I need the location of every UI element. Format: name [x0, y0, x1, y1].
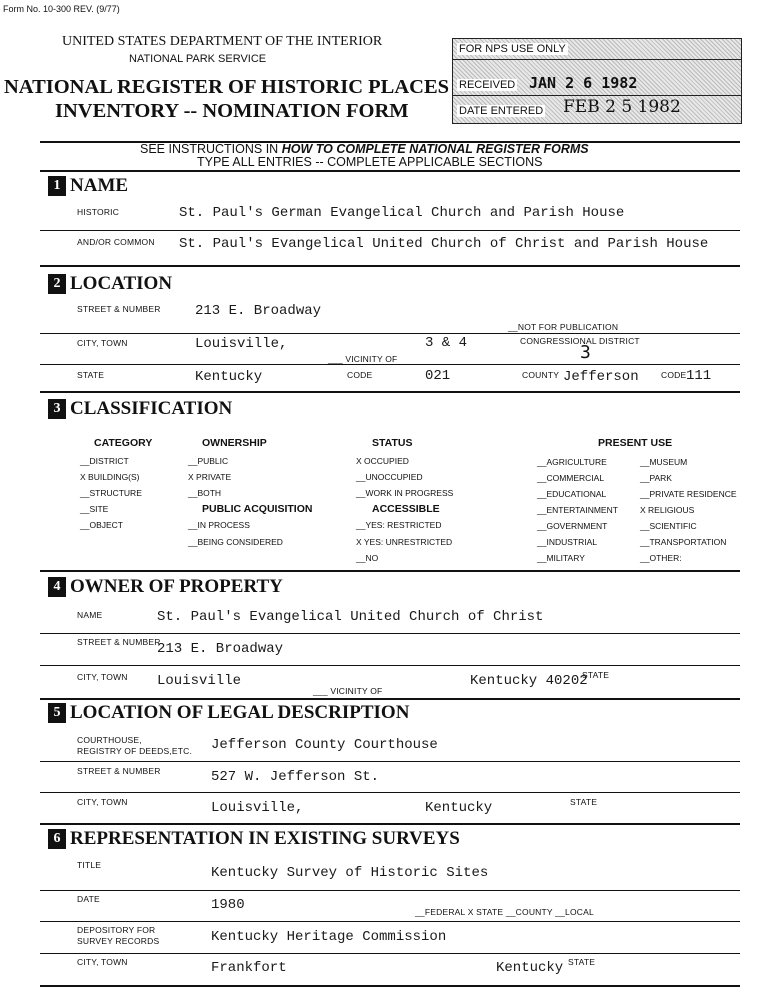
use-religious[interactable]: X RELIGIOUS [640, 505, 695, 515]
nps-use-only-label: FOR NPS USE ONLY [459, 43, 566, 55]
instructions-line1: SEE INSTRUCTIONS IN HOW TO COMPLETE NATIONAL REGISTER FORMS [140, 142, 589, 156]
category-heading: CATEGORY [94, 437, 153, 449]
courthouse-label-1: COURTHOUSE, [77, 735, 142, 745]
congressional-district-label: CONGRESSIONAL DISTRICT [520, 336, 640, 346]
survey-levels[interactable]: __FEDERAL X STATE __COUNTY __LOCAL [415, 907, 594, 917]
legal-street: 527 W. Jefferson St. [211, 769, 380, 785]
city-label: CITY, TOWN [77, 338, 128, 348]
county-code-label: CODE [661, 370, 687, 380]
state-label: STATE [77, 370, 105, 380]
received-label: RECEIVED [459, 79, 516, 91]
state-code-value: 021 [425, 368, 451, 384]
category-buildings[interactable]: X BUILDING(S) [80, 472, 140, 482]
instructions-line2: TYPE ALL ENTRIES -- COMPLETE APPLICABLE SECTIONS [197, 155, 543, 169]
use-scientific[interactable]: __SCIENTIFIC [640, 521, 697, 531]
owner-name-label: NAME [77, 610, 103, 620]
owner-state-label: STATE [582, 670, 610, 680]
section-5-header: 5 LOCATION OF LEGAL DESCRIPTION [48, 702, 409, 724]
depository-value: Kentucky Heritage Commission [211, 929, 447, 945]
form-title-line2: INVENTORY -- NOMINATION FORM [55, 100, 409, 122]
use-educational[interactable]: __EDUCATIONAL [537, 489, 607, 499]
department-name: UNITED STATES DEPARTMENT OF THE INTERIOR [62, 34, 383, 49]
owner-vicinity: ___ VICINITY OF [313, 686, 383, 696]
status-unoccupied[interactable]: __UNOCCUPIED [356, 472, 423, 482]
use-government[interactable]: __GOVERNMENT [537, 521, 608, 531]
courthouse-value: Jefferson County Courthouse [211, 737, 438, 753]
city-value: Louisville, [195, 336, 288, 352]
survey-state: Kentucky [496, 960, 564, 976]
nps-use-only-box [452, 38, 742, 124]
legal-city-label: CITY, TOWN [77, 797, 128, 807]
status-work-in-progress[interactable]: __WORK IN PROGRESS [356, 488, 454, 498]
form-number: Form No. 10-300 REV. (9/77) [3, 4, 120, 14]
category-structure[interactable]: __STRUCTURE [80, 488, 142, 498]
accessible-heading: ACCESSIBLE [372, 503, 440, 515]
legal-city: Louisville, [211, 800, 304, 816]
owner-city-label: CITY, TOWN [77, 672, 128, 682]
common-name-label: AND/OR COMMON [77, 237, 155, 247]
state-code-label: CODE [347, 370, 373, 380]
survey-title-label: TITLE [77, 860, 102, 870]
owner-street-label: STREET & NUMBER [77, 637, 161, 647]
use-industrial[interactable]: __INDUSTRIAL [537, 537, 597, 547]
survey-title: Kentucky Survey of Historic Sites [211, 865, 489, 881]
survey-date-label: DATE [77, 894, 100, 904]
use-transportation[interactable]: __TRANSPORTATION [640, 537, 727, 547]
use-private-residence[interactable]: __PRIVATE RESIDENCE [640, 489, 737, 499]
section-1-header: 1 NAME [48, 175, 128, 197]
public-acquisition-heading: PUBLIC ACQUISITION [202, 503, 313, 515]
survey-state-label: STATE [568, 957, 596, 967]
ownership-private[interactable]: X PRIVATE [188, 472, 232, 482]
use-other[interactable]: __OTHER: [640, 553, 682, 563]
acquisition-in-process[interactable]: __IN PROCESS [188, 520, 250, 530]
state-value: Kentucky [195, 369, 263, 385]
use-commercial[interactable]: __COMMERCIAL [537, 473, 605, 483]
status-occupied[interactable]: X OCCUPIED [356, 456, 409, 466]
legal-state: Kentucky [425, 800, 493, 816]
service-name: NATIONAL PARK SERVICE [129, 53, 267, 65]
category-district[interactable]: __DISTRICT [80, 456, 129, 466]
legal-state-label: STATE [570, 797, 598, 807]
owner-state: Kentucky 40202 [470, 673, 588, 689]
congressional-district-handwritten: 3 [580, 342, 591, 363]
present-use-heading: PRESENT USE [598, 437, 673, 449]
accessible-no[interactable]: __NO [356, 553, 379, 563]
historic-label: HISTORIC [77, 207, 120, 217]
section-6-header: 6 REPRESENTATION IN EXISTING SURVEYS [48, 828, 460, 850]
county-code-value: 111 [686, 368, 712, 384]
ownership-heading: OWNERSHIP [202, 437, 267, 449]
ownership-both[interactable]: __BOTH [188, 488, 222, 498]
depository-label-2: SURVEY RECORDS [77, 936, 160, 946]
vicinity-of: ___ VICINITY OF [328, 354, 398, 364]
county-label: COUNTY [522, 370, 560, 380]
congressional-district-value: 3 & 4 [425, 335, 468, 351]
not-for-publication: __NOT FOR PUBLICATION [508, 322, 619, 332]
category-site[interactable]: __SITE [80, 504, 109, 514]
legal-street-label: STREET & NUMBER [77, 766, 161, 776]
historic-name: St. Paul's German Evangelical Church and Parish House [179, 205, 625, 221]
use-museum[interactable]: __MUSEUM [640, 457, 688, 467]
depository-label-1: DEPOSITORY FOR [77, 925, 156, 935]
street-label: STREET & NUMBER [77, 304, 161, 314]
street-value: 213 E. Broadway [195, 303, 322, 319]
survey-city: Frankfort [211, 960, 287, 976]
use-park[interactable]: __PARK [640, 473, 672, 483]
owner-street: 213 E. Broadway [157, 641, 284, 657]
section-3-header: 3 CLASSIFICATION [48, 398, 232, 420]
date-entered-label: DATE ENTERED [459, 105, 544, 117]
received-stamp: JAN 2 6 1982 [529, 74, 638, 92]
owner-name: St. Paul's Evangelical United Church of Christ [157, 609, 544, 625]
survey-city-label: CITY, TOWN [77, 957, 128, 967]
common-name: St. Paul's Evangelical United Church of Christ and Parish House [179, 236, 709, 252]
ownership-public[interactable]: __PUBLIC [188, 456, 229, 466]
use-agriculture[interactable]: __AGRICULTURE [537, 457, 607, 467]
use-military[interactable]: __MILITARY [537, 553, 585, 563]
county-value: Jefferson [563, 369, 639, 385]
use-entertainment[interactable]: __ENTERTAINMENT [537, 505, 618, 515]
status-heading: STATUS [372, 437, 413, 449]
date-entered-stamp: FEB 2 5 1982 [563, 97, 681, 117]
courthouse-label-2: REGISTRY OF DEEDS,ETC. [77, 746, 193, 756]
section-4-header: 4 OWNER OF PROPERTY [48, 576, 283, 598]
accessible-unrestricted[interactable]: X YES: UNRESTRICTED [356, 537, 453, 547]
form-title-line1: NATIONAL REGISTER OF HISTORIC PLACES [4, 76, 450, 98]
section-2-header: 2 LOCATION [48, 273, 172, 295]
category-object[interactable]: __OBJECT [80, 520, 123, 530]
owner-city: Louisville [157, 673, 242, 689]
acquisition-being-considered[interactable]: __BEING CONSIDERED [188, 537, 283, 547]
survey-date: 1980 [211, 897, 245, 913]
accessible-restricted[interactable]: __YES: RESTRICTED [356, 520, 442, 530]
